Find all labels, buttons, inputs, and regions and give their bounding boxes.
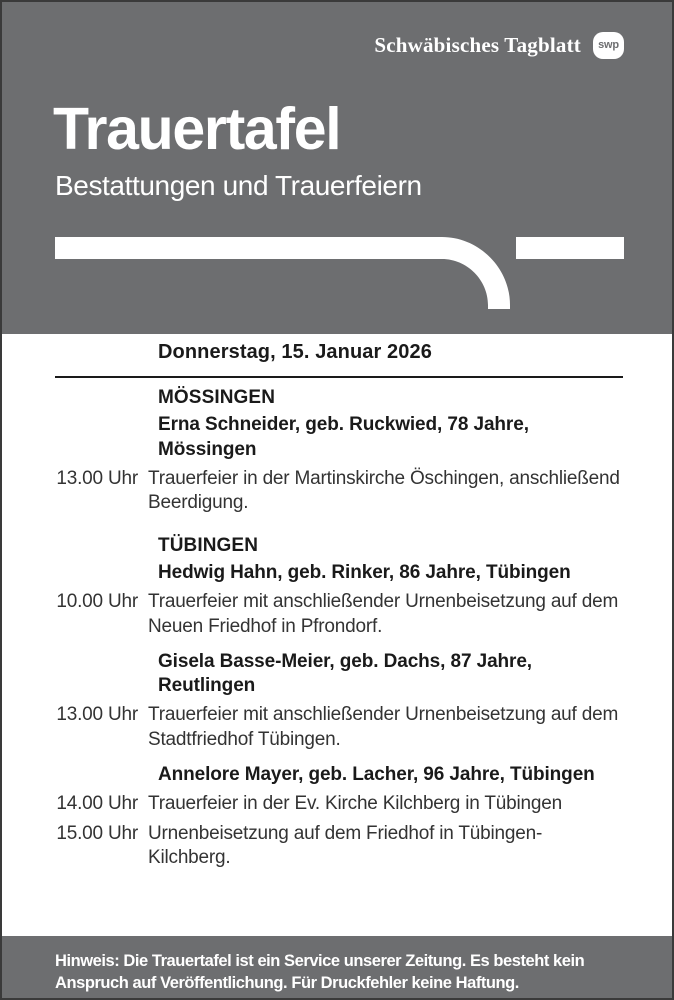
event-description: Trauerfeier mit anschließender Urnenbeisetzung auf dem Neuen Friedhof in Pfrondorf. [148, 591, 619, 637]
event-description: Trauerfeier mit anschließender Urnenbeisetzung auf dem Stadtfriedhof Tübingen. [148, 704, 619, 750]
event-description: Trauerfeier in der Ev. Kirche Kilchberg in Tübingen [148, 793, 562, 815]
city-heading: TÜBINGEN [158, 534, 259, 556]
entry-spacer [2, 752, 674, 760]
deceased-name: Gisela Basse-Meier, geb. Dachs, 87 Jahre, Reutlingen [158, 650, 532, 697]
masthead [2, 2, 674, 334]
header-divider [55, 376, 623, 378]
funeral-event [2, 787, 674, 816]
deceased-name: Erna Schneider, geb. Ruckwied, 78 Jahre, Mössingen [158, 414, 529, 460]
deceased-name: Annelore Mayer, geb. Lacher, 96 Jahre, Tübingen [158, 764, 595, 786]
footer-notice-lead: Hinweis: [55, 952, 120, 970]
funeral-event [2, 585, 674, 639]
publication-name: Schwäbisches Tagblatt [374, 33, 581, 57]
publication-brand [374, 32, 624, 59]
obituary-listing [2, 334, 674, 940]
decorative-swoosh-graphic [55, 237, 624, 309]
funeral-event [2, 817, 674, 871]
funeral-event [2, 698, 674, 752]
event-time: 13.00 Uhr [56, 704, 138, 726]
entries-container [2, 382, 674, 870]
event-description: Urnenbeisetzung auf dem Friedhof in Tübingen-Kilchberg. [148, 822, 543, 868]
city-heading: MÖSSINGEN [158, 387, 276, 408]
footer-notice-body: Die Trauertafel ist ein Service unserer Zeitung. Es besteht kein Anspruch auf Veröffentlichung. Für Druckfehler keine Haftung. [55, 952, 585, 992]
listing-date: Donnerstag, 15. Januar 2026 [158, 341, 432, 363]
event-time: 10.00 Uhr [56, 591, 138, 613]
section-spacer [2, 516, 674, 530]
entry-spacer [2, 639, 674, 647]
swp-logo-icon [593, 32, 624, 59]
event-time: 15.00 Uhr [56, 822, 138, 844]
page-subtitle: Bestattungen und Trauerfeiern [55, 170, 422, 201]
funeral-event [2, 462, 674, 516]
footer-notice-text [55, 951, 656, 995]
event-time: 14.00 Uhr [56, 793, 138, 815]
page-title: Trauertafel [53, 96, 341, 162]
footer-notice [2, 936, 674, 998]
event-description: Trauerfeier in der Martinskirche Öschingen, anschließend Beerdigung. [148, 467, 620, 514]
event-time: 13.00 Uhr [56, 467, 138, 489]
deceased-name: Hedwig Hahn, geb. Rinker, 86 Jahre, Tübingen [158, 561, 571, 583]
swp-logo-label: swp [598, 39, 619, 51]
